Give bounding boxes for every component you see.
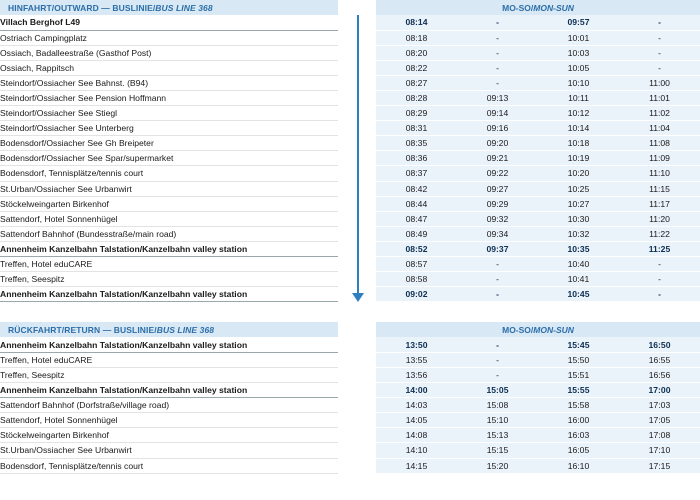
stop-name: St.Urban/Ossiacher See Urbanwirt: [0, 443, 338, 458]
departure-time: -: [457, 367, 538, 382]
departure-time: 11:15: [619, 181, 700, 196]
departure-time: 08:35: [376, 136, 457, 151]
departure-time: 08:20: [376, 45, 457, 60]
days-label-return: MO-SO/: [502, 324, 534, 335]
departure-time: 17:05: [619, 413, 700, 428]
gutter-cell: [338, 458, 376, 473]
departure-time: 17:10: [619, 443, 700, 458]
gutter-cell: [338, 443, 376, 458]
departure-time: 15:15: [457, 443, 538, 458]
gutter-cell: [338, 367, 376, 382]
departure-time: 11:02: [619, 106, 700, 121]
departure-time: 09:22: [457, 166, 538, 181]
departure-time: -: [619, 287, 700, 302]
table-row[interactable]: [0, 383, 700, 398]
departure-time: 16:00: [538, 413, 619, 428]
stop-name: Stöckelweingarten Birkenhof: [0, 428, 338, 443]
departure-time: 10:35: [538, 241, 619, 256]
gutter-cell: [338, 90, 376, 105]
departure-time: 09:13: [457, 90, 538, 105]
departure-time: -: [457, 30, 538, 45]
table-row[interactable]: [0, 45, 700, 60]
departure-time: 16:56: [619, 367, 700, 382]
table-row[interactable]: [0, 337, 700, 352]
stop-name: Steindorf/Ossiacher See Pension Hoffmann: [0, 90, 338, 105]
departure-time: 10:19: [538, 151, 619, 166]
section-return: [0, 322, 700, 473]
stop-name: Sattendorf Bahnhof (Bundesstraße/main road): [0, 226, 338, 241]
stop-name: Treffen, Hotel eduCARE: [0, 257, 338, 272]
stop-name: Sattendorf, Hotel Sonnenhügel: [0, 211, 338, 226]
timetable-return-body: [0, 337, 700, 473]
gutter-cell: [338, 257, 376, 272]
gutter-cell: [338, 166, 376, 181]
departure-time: -: [457, 45, 538, 60]
timetable-return: [0, 337, 700, 473]
gutter-cell: [338, 226, 376, 241]
departure-time: 17:03: [619, 398, 700, 413]
gutter-cell: [338, 383, 376, 398]
table-row[interactable]: [0, 352, 700, 367]
table-row[interactable]: [0, 166, 700, 181]
section-header-left-outward: [0, 0, 338, 15]
departure-time: 08:22: [376, 60, 457, 75]
section-divider: [0, 302, 700, 322]
table-row[interactable]: [0, 106, 700, 121]
departure-time: 11:17: [619, 196, 700, 211]
gutter-cell: [338, 196, 376, 211]
departure-time: 08:27: [376, 75, 457, 90]
departure-time: 09:21: [457, 151, 538, 166]
departure-time: 13:50: [376, 337, 457, 352]
departure-time: 14:10: [376, 443, 457, 458]
departure-time: 17:15: [619, 458, 700, 473]
departure-time: 13:55: [376, 352, 457, 367]
departure-time: 15:05: [457, 383, 538, 398]
stop-name: Treffen, Hotel eduCARE: [0, 352, 338, 367]
table-row[interactable]: [0, 60, 700, 75]
table-row[interactable]: [0, 226, 700, 241]
departure-time: 08:29: [376, 106, 457, 121]
departure-time: 10:41: [538, 272, 619, 287]
departure-time: 09:29: [457, 196, 538, 211]
departure-time: 09:37: [457, 241, 538, 256]
stop-name: Treffen, Seespitz: [0, 367, 338, 382]
gutter-cell: [338, 337, 376, 352]
section-header-left-return: [0, 322, 338, 337]
departure-time: 09:02: [376, 287, 457, 302]
departure-time: 11:20: [619, 211, 700, 226]
departure-time: 15:10: [457, 413, 538, 428]
days-label-outward-italic: MON-SUN: [533, 2, 574, 13]
departure-time: 08:42: [376, 181, 457, 196]
departure-time: -: [457, 287, 538, 302]
departure-time: -: [457, 272, 538, 287]
stop-name: Annenheim Kanzelbahn Talstation/Kanzelbahn valley station: [0, 241, 338, 256]
gutter-cell: [338, 352, 376, 367]
section-header-return: [0, 322, 700, 337]
departure-time: 13:56: [376, 367, 457, 382]
departure-time: -: [619, 272, 700, 287]
stop-name: Sattendorf, Hotel Sonnenhügel: [0, 413, 338, 428]
departure-time: 17:00: [619, 383, 700, 398]
section-header-right-return: [376, 322, 700, 337]
departure-time: 15:51: [538, 367, 619, 382]
departure-time: 15:50: [538, 352, 619, 367]
gutter-cell: [338, 15, 376, 30]
table-row[interactable]: [0, 367, 700, 382]
header-gutter-outward: [338, 0, 376, 15]
departure-time: 08:58: [376, 272, 457, 287]
departure-time: -: [619, 257, 700, 272]
departure-time: 15:13: [457, 428, 538, 443]
departure-time: 09:57: [538, 15, 619, 30]
departure-time: 14:08: [376, 428, 457, 443]
departure-time: 10:27: [538, 196, 619, 211]
departure-time: 09:14: [457, 106, 538, 121]
departure-time: 15:55: [538, 383, 619, 398]
departure-time: 08:47: [376, 211, 457, 226]
departure-time: 09:16: [457, 121, 538, 136]
table-row[interactable]: [0, 136, 700, 151]
departure-time: 10:14: [538, 121, 619, 136]
departure-time: 11:08: [619, 136, 700, 151]
gutter-cell: [338, 211, 376, 226]
departure-time: -: [619, 60, 700, 75]
departure-time: 10:18: [538, 136, 619, 151]
stop-name: Steindorf/Ossiacher See Stiegl: [0, 106, 338, 121]
departure-time: -: [619, 15, 700, 30]
gutter-cell: [338, 398, 376, 413]
departure-time: 08:57: [376, 257, 457, 272]
stop-name: Annenheim Kanzelbahn Talstation/Kanzelbahn valley station: [0, 287, 338, 302]
stop-name: Bodensdorf, Tennisplätze/tennis court: [0, 166, 338, 181]
table-row[interactable]: [0, 287, 700, 302]
gutter-cell: [338, 151, 376, 166]
gutter-cell: [338, 241, 376, 256]
stop-name: Steindorf/Ossiacher See Bahnst. (B94): [0, 75, 338, 90]
departure-time: -: [619, 45, 700, 60]
departure-time: 11:09: [619, 151, 700, 166]
table-row[interactable]: [0, 398, 700, 413]
header-gutter-return: [338, 322, 376, 337]
header-label-outward: HINFAHRT/OUTWARD — BUSLINIE/: [8, 2, 156, 13]
days-label-return-italic: MON-SUN: [533, 324, 574, 335]
departure-time: 09:34: [457, 226, 538, 241]
departure-time: 14:05: [376, 413, 457, 428]
departure-time: 11:00: [619, 75, 700, 90]
departure-time: 15:45: [538, 337, 619, 352]
gutter-cell: [338, 272, 376, 287]
departure-time: 10:40: [538, 257, 619, 272]
gutter-cell: [338, 136, 376, 151]
departure-time: 10:32: [538, 226, 619, 241]
table-row[interactable]: [0, 196, 700, 211]
gutter-cell: [338, 287, 376, 302]
departure-time: 10:03: [538, 45, 619, 60]
departure-time: 11:10: [619, 166, 700, 181]
stop-name: Bodensdorf/Ossiacher See Spar/supermarket: [0, 151, 338, 166]
departure-time: -: [457, 337, 538, 352]
departure-time: 10:25: [538, 181, 619, 196]
departure-time: 17:08: [619, 428, 700, 443]
departure-time: 08:14: [376, 15, 457, 30]
departure-time: 10:45: [538, 287, 619, 302]
departure-time: 08:49: [376, 226, 457, 241]
departure-time: 10:11: [538, 90, 619, 105]
header-label-return: RÜCKFAHRT/RETURN — BUSLINIE/: [8, 324, 157, 335]
departure-time: 15:58: [538, 398, 619, 413]
departure-time: 09:27: [457, 181, 538, 196]
departure-time: 14:03: [376, 398, 457, 413]
stop-name: Steindorf/Ossiacher See Unterberg: [0, 121, 338, 136]
stop-name: Bodensdorf/Ossiacher See Gh Breipeter: [0, 136, 338, 151]
stop-name: Bodensdorf, Tennisplätze/tennis court: [0, 458, 338, 473]
departure-time: 08:52: [376, 241, 457, 256]
departure-time: 08:36: [376, 151, 457, 166]
table-row[interactable]: [0, 121, 700, 136]
departure-time: 14:00: [376, 383, 457, 398]
stop-name: Stöckelweingarten Birkenhof: [0, 196, 338, 211]
departure-time: 15:08: [457, 398, 538, 413]
header-label-return-italic: BUS LINE 368: [156, 324, 215, 335]
timetable-outward: [0, 15, 700, 302]
table-row[interactable]: [0, 30, 700, 45]
gutter-cell: [338, 106, 376, 121]
departure-time: 16:55: [619, 352, 700, 367]
departure-time: -: [457, 257, 538, 272]
stop-name: Treffen, Seespitz: [0, 272, 338, 287]
days-label-outward: MO-SO/: [502, 2, 534, 13]
gutter-cell: [338, 60, 376, 75]
departure-time: 09:20: [457, 136, 538, 151]
departure-time: 16:03: [538, 428, 619, 443]
departure-time: 08:18: [376, 30, 457, 45]
departure-time: 09:32: [457, 211, 538, 226]
departure-time: 11:25: [619, 241, 700, 256]
stop-name: Ossiach, Rappitsch: [0, 60, 338, 75]
stop-name: Ossiach, Badalleestraße (Gasthof Post): [0, 45, 338, 60]
departure-time: 10:01: [538, 30, 619, 45]
departure-time: 08:37: [376, 166, 457, 181]
departure-time: 11:01: [619, 90, 700, 105]
header-label-outward-italic: BUS LINE 368: [155, 2, 213, 13]
departure-time: 10:12: [538, 106, 619, 121]
table-row[interactable]: [0, 413, 700, 428]
departure-time: 16:50: [619, 337, 700, 352]
departure-time: 08:44: [376, 196, 457, 211]
stop-name: Annenheim Kanzelbahn Talstation/Kanzelbahn valley station: [0, 337, 338, 352]
departure-time: 10:05: [538, 60, 619, 75]
departure-time: 11:22: [619, 226, 700, 241]
departure-time: 10:20: [538, 166, 619, 181]
table-row[interactable]: [0, 15, 700, 30]
gutter-cell: [338, 30, 376, 45]
table-row[interactable]: [0, 75, 700, 90]
departure-time: 08:28: [376, 90, 457, 105]
departure-time: -: [457, 15, 538, 30]
table-row[interactable]: [0, 443, 700, 458]
table-row[interactable]: [0, 257, 700, 272]
departure-time: 10:30: [538, 211, 619, 226]
stop-name: St.Urban/Ossiacher See Urbanwirt: [0, 181, 338, 196]
section-header-outward: [0, 0, 700, 15]
timetable-outward-body: [0, 15, 700, 302]
table-row[interactable]: [0, 241, 700, 256]
departure-time: 10:10: [538, 75, 619, 90]
departure-time: 11:04: [619, 121, 700, 136]
gutter-cell: [338, 413, 376, 428]
departure-time: 16:05: [538, 443, 619, 458]
departure-time: 14:15: [376, 458, 457, 473]
table-row[interactable]: [0, 458, 700, 473]
departure-time: 16:10: [538, 458, 619, 473]
stop-name: Villach Berghof L49: [0, 15, 338, 30]
table-row[interactable]: [0, 428, 700, 443]
departure-time: -: [619, 30, 700, 45]
table-row[interactable]: [0, 181, 700, 196]
gutter-cell: [338, 75, 376, 90]
gutter-cell: [338, 121, 376, 136]
stop-name: Annenheim Kanzelbahn Talstation/Kanzelbahn valley station: [0, 383, 338, 398]
gutter-cell: [338, 181, 376, 196]
stop-name: Sattendorf Bahnhof (Dorfstraße/village road): [0, 398, 338, 413]
table-row[interactable]: [0, 151, 700, 166]
gutter-cell: [338, 45, 376, 60]
table-row[interactable]: [0, 90, 700, 105]
departure-time: -: [457, 352, 538, 367]
gutter-cell: [338, 428, 376, 443]
departure-time: 08:31: [376, 121, 457, 136]
stop-name: Ostriach Campingplatz: [0, 30, 338, 45]
departure-time: -: [457, 60, 538, 75]
section-header-right-outward: [376, 0, 700, 15]
table-row[interactable]: [0, 272, 700, 287]
departure-time: -: [457, 75, 538, 90]
departure-time: 15:20: [457, 458, 538, 473]
table-row[interactable]: [0, 211, 700, 226]
